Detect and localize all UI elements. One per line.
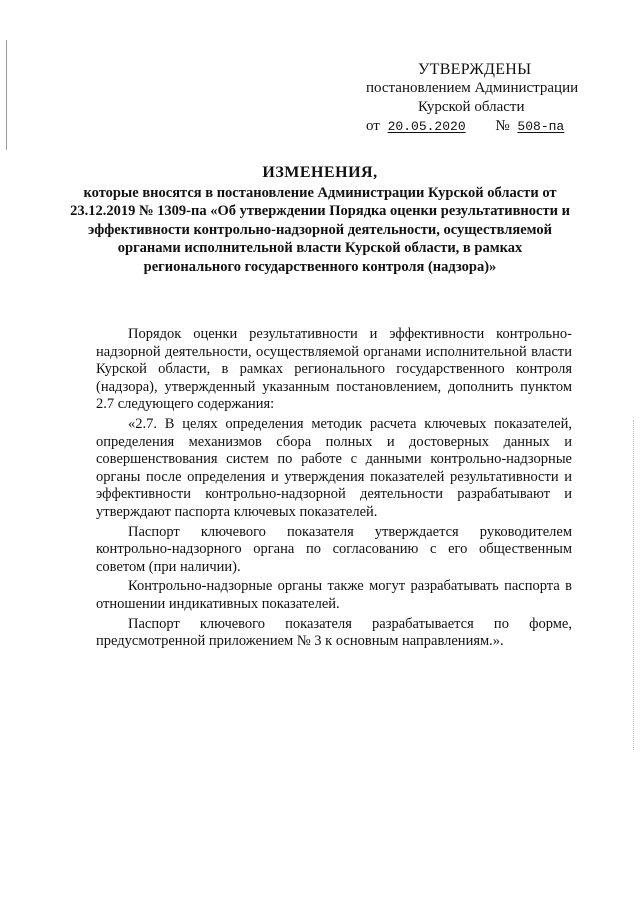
paragraph-5: Паспорт ключевого показателя разрабатывается по форме, предусмотренной приложением № 3 к основным направлениям.». <box>96 615 572 650</box>
approval-block <box>352 60 612 136</box>
scan-artifact-line <box>6 40 7 150</box>
approval-number: 508-па <box>517 119 565 134</box>
heading-subtitle: которые вносятся в постановление Администрации Курской области от 23.12.2019 № 1309-па «Об утверждении Порядка оценки результативности и эффективности контрольно-надзорной деятельности, осуществляемой органами исполнительной власти Курской области, в рамках регионального государственного контроля (надзора)» <box>70 184 570 275</box>
date-prefix: от <box>366 118 380 134</box>
approval-region: Курской области <box>418 99 525 115</box>
approval-date: 20.05.2020 <box>387 119 466 134</box>
paragraph-4: Контрольно-надзорные органы также могут разрабатывать паспорта в отношении индикативных показателей. <box>96 578 572 612</box>
paragraph-1: Порядок оценки результативности и эффективности контрольно-надзорной деятельности, осуществляемой органами исполнительной власти Курской области, в рамках регионального государственного контроля (надзора), утвержденный указанным постановлением, дополнить пунктом 2.7 следующего содержания: <box>96 326 572 413</box>
number-prefix: № <box>495 118 510 134</box>
document-body <box>96 326 572 653</box>
approval-date-number <box>352 117 612 136</box>
document-heading <box>70 164 570 276</box>
paragraph-3: Паспорт ключевого показателя утверждается руководителем контрольно-надзорного органа по согласованию с его общественным советом (при наличии). <box>96 523 572 575</box>
approval-issuer: постановлением Администрации <box>366 80 579 96</box>
heading-title: ИЗМЕНЕНИЯ, <box>262 164 378 181</box>
paragraph-2: «2.7. В целях определения методик расчета ключевых показателей, определения механизмов сбора полных и достоверных данных и совершенствования систем по работе с данными контрольно-надзорные органы после определения и утверждения показателей результативности и эффективности контрольно-надзорной деятельности разрабатывают и утверждают паспорта ключевых показателей. <box>96 415 572 520</box>
scan-artifact-dots <box>633 420 636 750</box>
approval-title: УТВЕРЖДЕНЫ <box>418 61 532 78</box>
